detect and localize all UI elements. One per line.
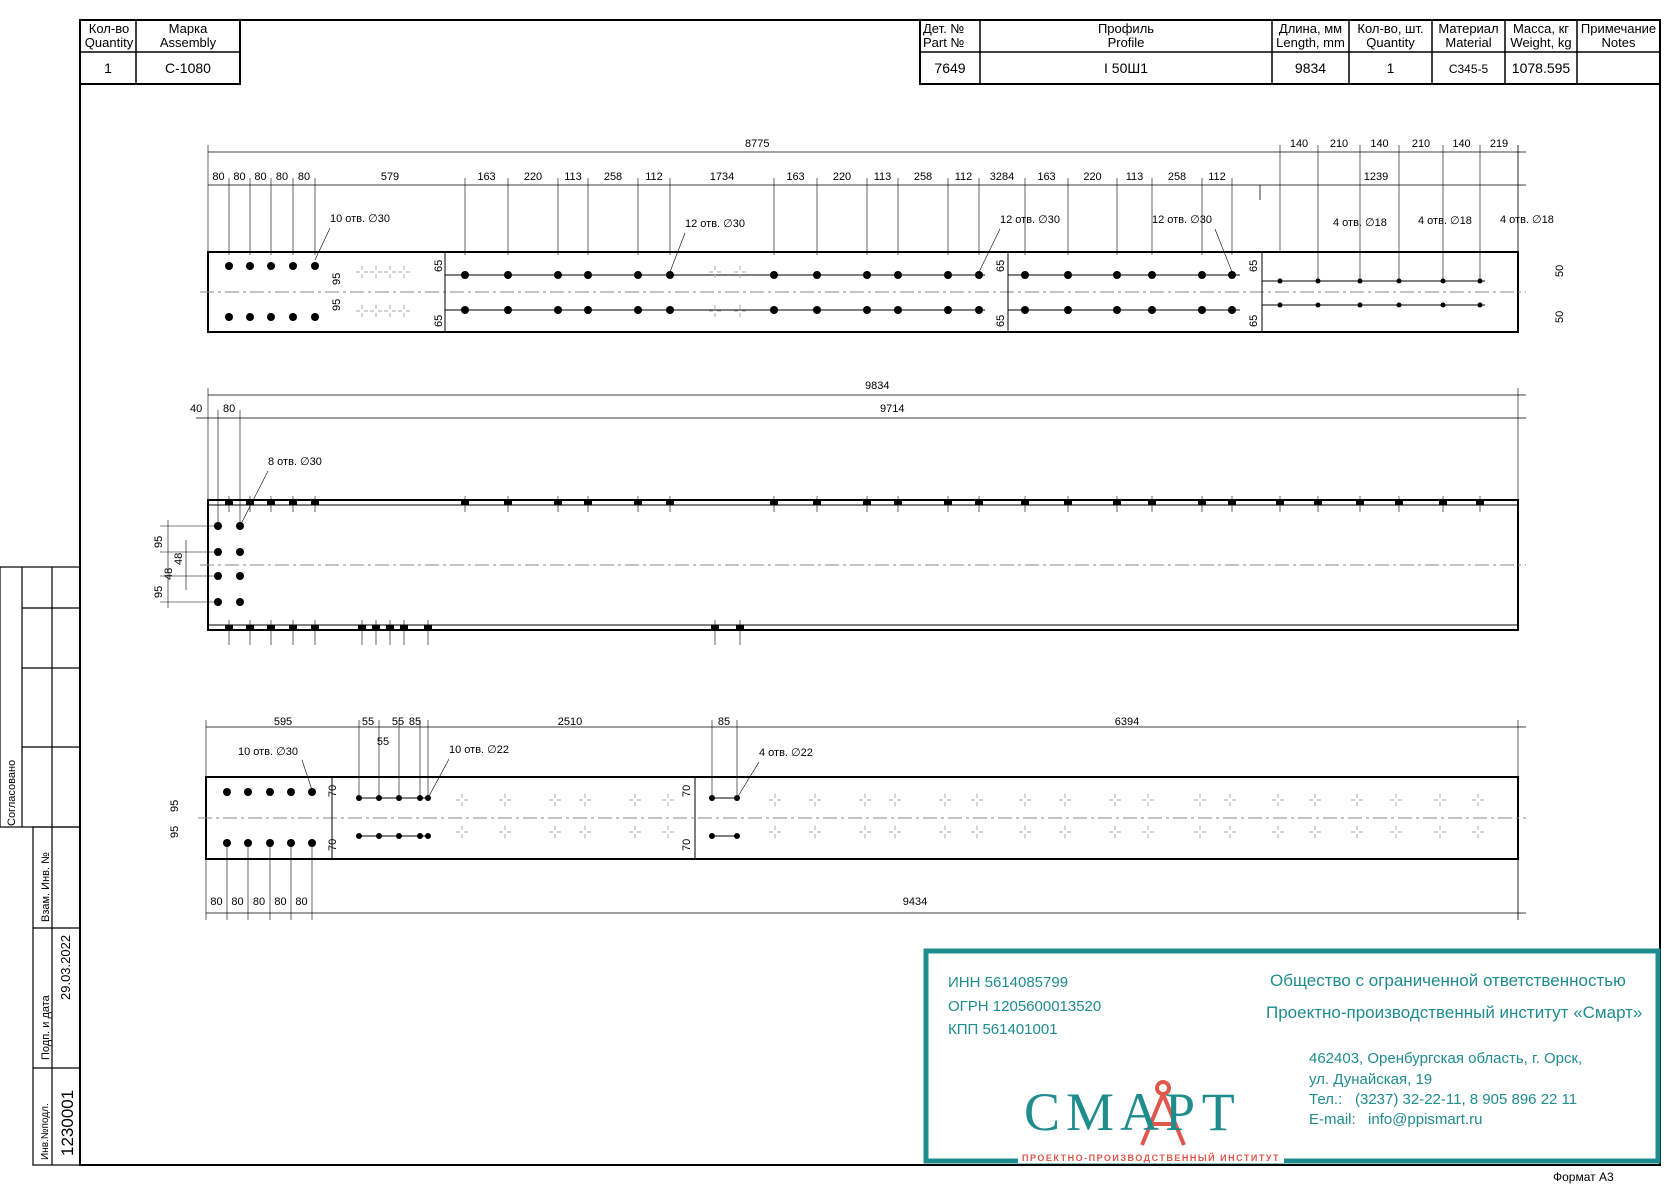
top-vert-dim: 95 [331,272,343,285]
hole-center-mark [1472,826,1484,838]
hole-center-mark [1351,794,1363,806]
top-seg-dim: 579 [380,171,400,183]
hole-center-mark [579,794,591,806]
hole-mark [267,313,275,321]
hole-mark [584,271,592,279]
hole-mark [461,306,469,314]
hole-center-mark [1224,826,1236,838]
hole-mark [504,306,512,314]
stamp-kpp: КПП 561401001 [948,1021,1058,1038]
mid-hole-callout: 8 отв. ∅30 [268,456,322,468]
hole-mark [223,788,231,796]
quantity-value: 1 [1386,60,1395,76]
hole-mark [1064,306,1072,314]
top-seg-dim: 113 [564,171,582,183]
stamp-ogrn: ОГРН 1205600013520 [948,998,1102,1015]
hdr-col-3 [1349,22,1432,50]
hdr-col-2 [1272,22,1349,50]
hole-mark [1278,303,1283,308]
bottom-vert-dim: 95 [169,825,181,838]
hdr-col-en: Length, mm [1276,35,1345,50]
hole-mark [214,572,222,580]
hole-mark [975,271,983,279]
top-seg-dim: 220 [1083,171,1102,183]
hole-center-mark [499,826,511,838]
hole-mark [266,788,274,796]
hole-center-mark [939,794,951,806]
hdr-col-en: Profile [1107,35,1145,50]
top-hole-callout: 10 отв. ∅30 [330,213,390,225]
top-hole-callout: 12 отв. ∅30 [685,218,745,230]
hdr-col-ru: Профиль [1097,21,1155,36]
hole-mark [634,306,642,314]
bottom-hole-callout: 10 отв. ∅30 [238,746,298,758]
hole-mark [1228,306,1236,314]
profile-value: I 50Ш1 [1104,60,1148,76]
hdr-col-6 [1577,22,1660,50]
top-seg-dim: 113 [1125,171,1144,183]
stamp-addr2: ул. Дунайская, 19 [1309,1071,1433,1088]
hole-mark [246,262,254,270]
hole-mark [461,271,469,279]
bottom-vert-dim: 70 [327,838,339,851]
leader-line [315,228,330,260]
stamp-email-label: E-mail: [1309,1111,1356,1128]
top-right-dim: 140 [1370,138,1389,150]
hdr-col-ru: Материал [1438,21,1499,36]
hdr-qty-ru: Кол-во [88,21,130,36]
top-right-dim: 210 [1329,138,1349,150]
top-right-sub-dim: 1239 [1363,171,1389,183]
hole-mark [554,271,562,279]
hole-mark [225,313,233,321]
bottom-top-dim: 55 [361,716,375,728]
hole-mark [1316,303,1321,308]
top-seg-dim: 112 [645,171,663,183]
top-vert-dim: 65 [995,314,1007,327]
hole-center-mark [356,305,368,317]
leader-line [240,471,268,526]
hole-center-mark [398,305,410,317]
stamp-tel-label: Тел.: [1309,1091,1343,1108]
top-seg-dim: 80 [233,171,246,183]
hole-center-mark [859,826,871,838]
stamp-email: info@ppismart.ru [1368,1111,1483,1128]
top-vert-dim: 65 [1248,314,1260,327]
side-vzam: Взам. Инв. № [40,852,52,922]
bottom-hole-callout: 10 отв. ∅22 [449,744,509,756]
hole-mark [287,788,295,796]
hole-mark [504,271,512,279]
hole-mark [1397,303,1402,308]
mid-vert-dim: 95 [153,585,165,598]
top-hole-callout: 4 отв. ∅18 [1500,214,1554,226]
top-hole-callout: 12 отв. ∅30 [1152,214,1212,226]
bottom-bottom-dim: 80 [274,896,287,908]
top-seg-dim: 258 [603,171,623,183]
hole-mark [770,306,778,314]
hole-mark [975,306,983,314]
top-seg-dim: 80 [297,171,311,183]
bottom-vert-dim: 70 [681,784,693,797]
hole-center-mark [1309,794,1321,806]
hole-mark [289,313,297,321]
hole-mark [214,522,222,530]
sheet-frame [80,20,1660,1165]
hole-mark [813,271,821,279]
hole-center-mark [939,826,951,838]
hole-center-mark [456,794,468,806]
bottom-bottom-dim: 9434 [902,896,928,908]
hole-center-mark [1351,826,1363,838]
hole-center-mark [1142,826,1154,838]
bottom-top-dim: 85 [408,716,422,728]
hole-mark [1064,271,1072,279]
hole-center-mark [1109,826,1121,838]
top-seg-dim: 112 [1208,171,1226,183]
bottom-vert-dim: 70 [681,838,693,851]
side-date: 29.03.2022 [58,934,73,1000]
bottom-bottom-dim: 80 [295,896,308,908]
top-seg-dim: 163 [1037,171,1056,183]
top-seg-dim: 3284 [989,171,1015,183]
top-seg-dim: 220 [832,171,852,183]
top-vert-dim: 65 [1248,259,1260,272]
hdr-col-ru: Примечание [1580,21,1657,36]
top-seg-dim: 163 [477,171,496,183]
hole-center-mark [1059,794,1071,806]
hole-mark [863,306,871,314]
hole-center-mark [769,794,781,806]
hdr-assembly-en: Assembly [159,35,217,50]
hdr-assembly-ru: Марка [168,21,208,36]
mid-dim-40: 40 [190,403,203,415]
hole-mark [1021,271,1029,279]
hole-mark [1198,306,1206,314]
material-value: С345-5 [1448,62,1489,76]
hole-mark [1021,306,1029,314]
hole-mark [236,572,244,580]
hole-center-mark [629,826,641,838]
part-number: 7649 [934,60,966,76]
top-hole-callout: 4 отв. ∅18 [1333,217,1387,229]
top-seg-dim: 80 [275,171,289,183]
stamp-org-line2: Проектно-производственный институт «Смарт» [1266,1003,1643,1022]
bottom-bottom-dim: 80 [252,896,266,908]
hdr-col-en: Notes [1601,35,1636,50]
hole-center-mark [1390,826,1402,838]
top-seg-dim: 80 [254,171,267,183]
hdr-col-ru: Длина, мм [1278,21,1343,36]
stamp-tel: (3237) 32-22-11, 8 905 896 22 11 [1355,1091,1578,1108]
hole-center-mark [370,266,382,278]
bottom-top-dim: 85 [717,716,731,728]
hole-center-mark [549,826,561,838]
hole-mark [214,598,222,606]
top-seg-dim: 1734 [709,171,735,183]
hdr-col-ru: Кол-во, шт. [1357,21,1424,36]
hole-center-mark [662,794,674,806]
hole-mark [1278,279,1283,284]
hole-center-mark [1472,794,1484,806]
top-seg-dim: 80 [212,171,225,183]
hole-mark [634,271,642,279]
length-value: 9834 [1294,60,1327,76]
top-seg-dim: 220 [523,171,543,183]
hole-mark [214,548,222,556]
weight-value: 1078.595 [1511,60,1571,76]
hdr-qty-title [82,22,136,50]
hdr-assembly-value: С-1080 [165,60,211,76]
top-right-dim: 210 [1411,138,1431,150]
hole-mark [1113,271,1121,279]
hole-center-mark [889,826,901,838]
top-vert-dim: 65 [995,259,1007,272]
stamp-inn: ИНН 5614085799 [948,974,1069,991]
hole-center-mark [971,826,983,838]
hole-center-mark [1194,794,1206,806]
side-agreed: Согласовано [6,759,18,826]
view-bottom [198,720,1526,920]
mid-vert-dim: 95 [153,535,165,548]
hole-mark [246,313,254,321]
hole-mark [894,306,902,314]
bottom-vert-dim: 70 [327,784,339,797]
hole-mark [863,271,871,279]
bottom-top-dim: 55 [391,716,405,728]
top-vert-dim: 95 [331,298,343,311]
top-right-dim: 140 [1452,138,1471,150]
hole-center-mark [1434,826,1446,838]
top-seg-dim: 258 [1167,171,1187,183]
bottom-top-dim: 2510 [557,716,583,728]
hole-mark [1478,303,1483,308]
hole-center-mark [1019,826,1031,838]
hole-center-mark [1194,826,1206,838]
hole-mark [813,306,821,314]
top-seg-dim: 258 [913,171,933,183]
hole-center-mark [356,266,368,278]
hole-mark [1113,306,1121,314]
hdr-col-ru: Дет. № [923,21,965,36]
hdr-col-1 [980,22,1272,50]
hole-center-mark [1019,794,1031,806]
hole-mark [554,306,562,314]
top-seg-dim: 112 [954,171,973,183]
hole-center-mark [1059,826,1071,838]
top-right-dim: 219 [1489,138,1509,150]
bottom-bottom-dim: 80 [210,896,223,908]
hole-center-mark [662,826,674,838]
hole-center-mark [1142,794,1154,806]
hdr-col-0 [920,22,983,50]
stamp-org-line1: Общество с ограниченной ответственностью [1270,971,1626,990]
hole-mark [311,262,319,270]
hdr-col-4 [1432,22,1505,50]
hdr-col-en: Weight, kg [1510,35,1572,50]
hole-center-mark [971,794,983,806]
hole-mark [1148,306,1156,314]
leader-line [302,760,312,790]
hole-center-mark [629,794,641,806]
hole-mark [236,598,244,606]
hole-center-mark [769,826,781,838]
hole-center-mark [809,826,821,838]
hole-center-mark [549,794,561,806]
hole-center-mark [1272,794,1284,806]
stamp-logo-sub: ПРОЕКТНО-ПРОИЗВОДСТВЕННЫЙ ИНСТИТУТ [1018,1153,1284,1163]
hole-mark [244,788,252,796]
hdr-qty-en: Quantity [84,35,134,50]
hdr-qty-value: 1 [104,60,112,76]
hdr-col-en: Part № [923,35,965,50]
hole-mark [267,262,275,270]
hole-center-mark [1390,794,1402,806]
hdr-col-en: Material [1445,35,1492,50]
hdr-assembly-title [136,22,240,50]
hole-mark [289,262,297,270]
hole-mark [894,271,902,279]
hole-mark [236,548,244,556]
hole-center-mark [734,305,746,317]
top-seg-dim: 113 [873,171,892,183]
hole-center-mark [1224,794,1236,806]
hole-center-mark [384,305,396,317]
hole-center-mark [499,794,511,806]
hole-mark [1148,271,1156,279]
stamp-addr1: 462403, Оренбургская область, г. Орск, [1309,1050,1583,1067]
hole-mark [311,313,319,321]
hole-mark [666,306,674,314]
hole-mark [584,306,592,314]
hole-center-mark [1309,826,1321,838]
leader-line [1215,229,1232,272]
hole-mark [1198,271,1206,279]
hole-mark [1358,303,1363,308]
top-hole-callout: 4 отв. ∅18 [1418,215,1472,227]
hole-mark [225,262,233,270]
hole-mark [1228,271,1236,279]
hole-mark [944,271,952,279]
bottom-vert-dim: 95 [169,799,181,812]
bottom-sub-dim: 55 [376,736,390,748]
bottom-bottom-dim: 80 [231,896,244,908]
mid-dim-80: 80 [223,403,236,415]
hole-center-mark [370,305,382,317]
hole-center-mark [809,794,821,806]
bottom-top-dim: 6394 [1114,716,1140,728]
hole-center-mark [384,266,396,278]
hole-mark [1441,303,1446,308]
hdr-col-ru: Масса, кг [1512,21,1570,36]
hole-center-mark [1434,794,1446,806]
hole-center-mark [709,305,721,317]
hole-center-mark [579,826,591,838]
bottom-hole-callout: 4 отв. ∅22 [759,747,813,759]
hole-center-mark [1272,826,1284,838]
top-overall-dim: 8775 [745,138,770,150]
mid-dim-9714: 9714 [880,403,905,415]
stamp-logo: СМАРТ [1024,1082,1241,1142]
side-sign-date: Подп. и дата [40,995,52,1060]
hole-center-mark [889,794,901,806]
hole-mark [944,306,952,314]
hole-center-mark [398,266,410,278]
hole-center-mark [456,826,468,838]
sheet-format: Формат А3 [1553,1170,1614,1184]
leader-line [428,759,449,798]
bottom-top-dim: 595 [273,716,293,728]
side-inv-no: 1230001 [58,1089,77,1156]
hole-mark [666,271,674,279]
top-vert-dim: 50 [1554,264,1566,277]
top-right-dim: 140 [1289,138,1309,150]
hole-center-mark [734,266,746,278]
view-middle-holes [214,496,1484,645]
side-inv-label: Инв.№подл. [40,1103,51,1160]
hdr-col-5 [1505,22,1577,50]
view-middle [160,388,1526,630]
hole-center-mark [709,266,721,278]
top-vert-dim: 50 [1554,310,1566,323]
mid-vert-dim: 48 [173,552,185,565]
hole-center-mark [1109,794,1121,806]
top-vert-dim: 65 [433,259,445,272]
top-vert-dim: 65 [433,314,445,327]
hole-mark [770,271,778,279]
top-hole-callout: 12 отв. ∅30 [1000,214,1060,226]
leader-line [737,762,759,798]
top-seg-dim: 163 [786,171,805,183]
mid-vert-dim: 48 [163,567,175,580]
hole-center-mark [859,794,871,806]
hdr-col-en: Quantity [1366,35,1415,50]
mid-overall-dim: 9834 [865,380,890,392]
